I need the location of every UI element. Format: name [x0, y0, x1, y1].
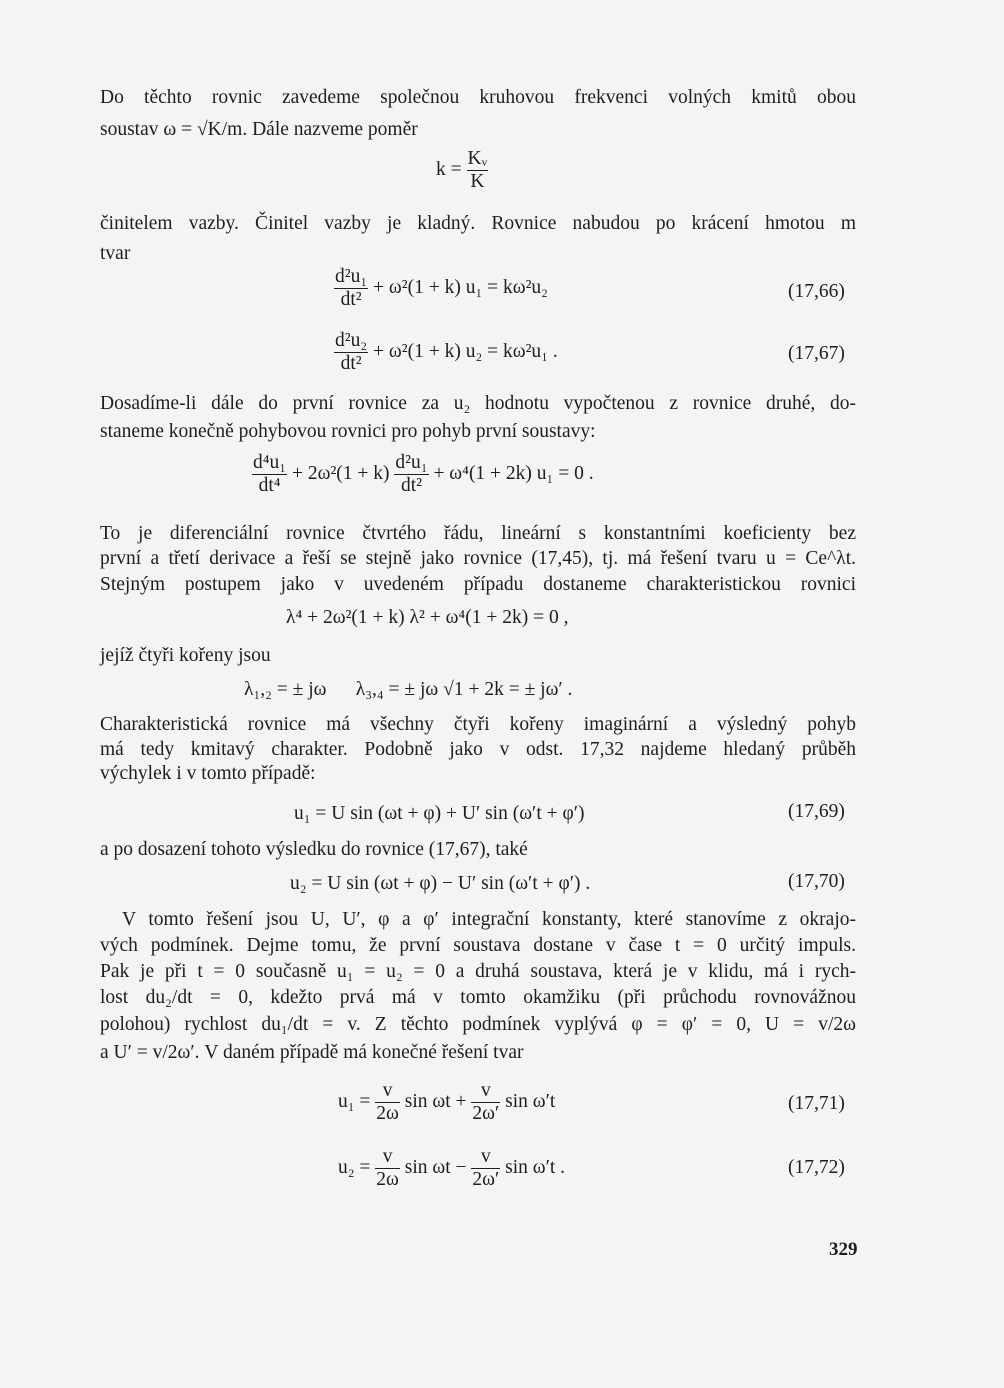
numerator: v — [375, 1080, 400, 1103]
eq-rest: + ω⁴(1 + 2k) u₁ = 0 . — [433, 462, 594, 484]
numerator: v — [375, 1146, 400, 1169]
fraction — [252, 452, 287, 497]
equation-17-66 — [334, 266, 548, 311]
text-line: soustav ω = √K/m. Dále nazveme poměr — [100, 119, 418, 140]
denominator: 2ω′ — [472, 1169, 500, 1190]
text-line: V tomto řešení jsou U, U′, φ a φ′ integrační konstanty, které stanovíme z okrajo- — [122, 909, 856, 930]
equation-17-71 — [338, 1080, 555, 1125]
denominator: K — [470, 171, 485, 192]
numerator: v — [471, 1080, 500, 1103]
numerator: d⁴u₁ — [253, 452, 287, 473]
text-line: má tedy kmitavý charakter. Podobně jako v odst. 17,32 najdeme hledaný průběh — [100, 739, 856, 760]
fraction — [471, 1080, 500, 1125]
text-line: Charakteristická rovnice má všechny čtyři kořeny imaginární a výsledný pohyb — [100, 714, 856, 735]
text-line: Stejným postupem jako v uvedeném případu dostaneme charakteristickou rovnici — [100, 574, 856, 595]
equation-17-70: u₂ = U sin (ωt + φ) − U′ sin (ω′t + φ′) . — [290, 873, 591, 894]
equation-coupling-factor — [436, 148, 488, 193]
text-line: lost du₂/dt = 0, kdežto prvá má v tomto okamžiku (při průchodu rovnovážnou — [100, 987, 856, 1008]
fraction — [467, 148, 489, 193]
denominator: 2ω′ — [472, 1103, 500, 1124]
eq-lhs: u₂ = — [338, 1156, 371, 1178]
eq-term: sin ω′t — [505, 1090, 556, 1112]
text-line: výchylek i v tomto případě: — [100, 763, 316, 784]
equation-17-69: u₁ = U sin (ωt + φ) + U′ sin (ω′t + φ′) — [294, 803, 585, 824]
eq-term: sin ω′t . — [505, 1156, 566, 1178]
fraction — [471, 1146, 500, 1191]
numerator: Kᵥ — [467, 148, 488, 169]
equation-number: (17,71) — [788, 1093, 845, 1114]
denominator: dt² — [340, 289, 362, 310]
equation-characteristic: λ⁴ + 2ω²(1 + k) λ² + ω⁴(1 + 2k) = 0 , — [286, 607, 569, 628]
page-number: 329 — [829, 1239, 858, 1260]
text-line: Dosadíme-li dále do první rovnice za u₂ hodnotu vypočtenou z rovnice druhé, do- — [100, 393, 856, 414]
numerator: d²u₁ — [335, 266, 368, 287]
text-line: polohou) rychlost du₁/dt = v. Z těchto podmínek vyplývá φ = φ′ = 0, U = v/2ω — [100, 1014, 856, 1035]
text-line: jejíž čtyři kořeny jsou — [100, 645, 271, 666]
fraction — [394, 452, 428, 497]
equation-17-67 — [334, 330, 558, 375]
equation-number: (17,70) — [788, 871, 845, 892]
numerator: v — [471, 1146, 500, 1169]
fraction — [334, 330, 368, 375]
text-line: Do těchto rovnic zavedeme společnou kruhovou frekvenci volných kmitů obou — [100, 87, 856, 108]
equation-number: (17,67) — [788, 343, 845, 364]
equation-17-72 — [338, 1146, 565, 1191]
text-line: staneme konečně pohybovou rovnici pro pohyb první soustavy: — [100, 421, 596, 442]
text-line: To je diferenciální rovnice čtvrtého řádu, lineární s konstantními koeficienty bez — [100, 523, 856, 544]
denominator: dt² — [400, 475, 422, 496]
eq-lhs: u₁ = — [338, 1090, 371, 1112]
eq-lhs: k = — [436, 158, 462, 180]
eq-rest: + ω²(1 + k) u₂ = kω²u₁ . — [373, 340, 558, 362]
eq-term: sin ωt + — [404, 1090, 467, 1112]
numerator: d²u₁ — [395, 452, 428, 473]
equation-number: (17,72) — [788, 1157, 845, 1178]
text-line: a U′ = v/2ω′. V daném případě má konečné řešení tvar — [100, 1042, 524, 1063]
denominator: dt⁴ — [258, 475, 281, 496]
text-line: a po dosazení tohoto výsledku do rovnice (17,67), také — [100, 839, 528, 860]
eq-term: sin ωt − — [404, 1156, 467, 1178]
text-line: Pak je při t = 0 současně u₁ = u₂ = 0 a druhá soustava, která je v klidu, má i rych- — [100, 961, 856, 982]
equation-number: (17,69) — [788, 801, 845, 822]
text-line: vých podmínek. Dejme tomu, že první soustava dostane v čase t = 0 určitý impuls. — [100, 935, 856, 956]
denominator: dt² — [340, 353, 362, 374]
text-line: první a třetí derivace a řeší se stejně jako rovnice (17,45), tj. má řešení tvaru u = Ce^λt. — [100, 548, 856, 569]
fraction — [334, 266, 368, 311]
fraction — [375, 1080, 400, 1125]
equation-roots: λ₁,₂ = ± jω λ₃,₄ = ± jω √1 + 2k = ± jω′ . — [244, 679, 573, 700]
fraction — [375, 1146, 400, 1191]
eq-rest: + ω²(1 + k) u₁ = kω²u₂ — [373, 276, 548, 298]
denominator: 2ω — [376, 1103, 399, 1124]
text-line: činitelem vazby. Činitel vazby je kladný. Rovnice nabudou po krácení hmotou m — [100, 213, 856, 234]
text-line: tvar — [100, 243, 131, 264]
equation-fourth-order — [252, 452, 594, 497]
denominator: 2ω — [376, 1169, 399, 1190]
eq-middle: + 2ω²(1 + k) — [291, 462, 390, 484]
numerator: d²u₂ — [335, 330, 368, 351]
equation-number: (17,66) — [788, 281, 845, 302]
